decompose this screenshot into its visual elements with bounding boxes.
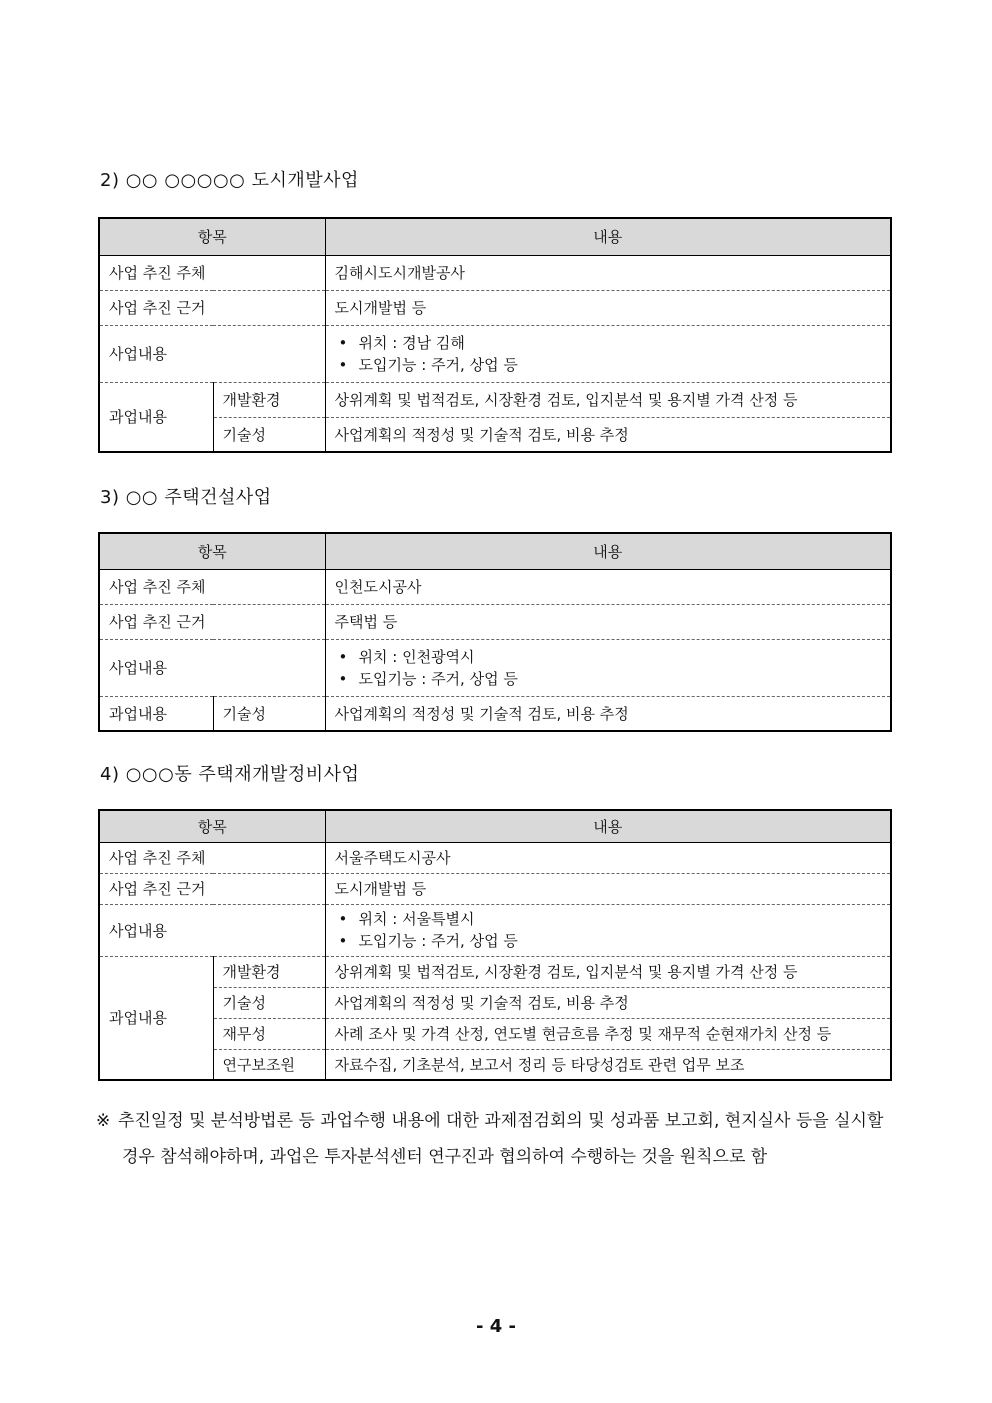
row-label: 사업내용: [99, 325, 325, 382]
header-content: 내용: [325, 533, 891, 569]
task-name: 기술성: [213, 987, 325, 1018]
bullet-list: [325, 325, 891, 382]
footnote-line-1: 추진일정 및 분석방법론 등 과업수행 내용에 대한 과제점검회의 및 성과품 보고회, 현지실사 등을 실시할: [118, 1111, 884, 1131]
task-desc: 상위계획 및 법적검토, 시장환경 검토, 입지분석 및 용지별 가격 산정 등: [325, 382, 891, 417]
task-name: 기술성: [213, 696, 325, 731]
bullet-item: • 위치 : 서울특별시: [335, 908, 881, 930]
section-4-table: [98, 809, 892, 1081]
bullet-item: • 위치 : 경남 김해: [335, 332, 881, 354]
header-content: 내용: [325, 218, 891, 255]
task-desc: 사례 조사 및 가격 산정, 연도별 현금흐름 추정 및 재무적 순현재가치 산정 등: [325, 1018, 891, 1049]
header-item: 항목: [99, 218, 325, 255]
task-desc: 자료수집, 기초분석, 보고서 정리 등 타당성검토 관련 업무 보조: [325, 1049, 891, 1080]
task-desc: 사업계획의 적정성 및 기술적 검토, 비용 추정: [325, 696, 891, 731]
task-name: 재무성: [213, 1018, 325, 1049]
row-label: 사업 추진 근거: [99, 290, 325, 325]
row-label: 사업 추진 근거: [99, 873, 325, 904]
reference-mark: ※: [96, 1111, 111, 1131]
row-label: 사업 추진 주체: [99, 842, 325, 873]
header-item: 항목: [99, 533, 325, 569]
section-2-table: [98, 217, 892, 453]
task-desc: 사업계획의 적정성 및 기술적 검토, 비용 추정: [325, 417, 891, 452]
task-desc: 사업계획의 적정성 및 기술적 검토, 비용 추정: [325, 987, 891, 1018]
row-value: 서울주택도시공사: [325, 842, 891, 873]
header-content: 내용: [325, 810, 891, 842]
section-4-title: 4) ○○○동 주택재개발정비사업: [100, 764, 360, 785]
row-label: 사업 추진 주체: [99, 569, 325, 604]
bullet-item: • 도입기능 : 주거, 상업 등: [335, 930, 881, 952]
task-group-label: 과업내용: [99, 382, 213, 452]
task-group-label: 과업내용: [99, 956, 213, 1080]
task-name: 기술성: [213, 417, 325, 452]
bullet-item: • 도입기능 : 주거, 상업 등: [335, 668, 881, 690]
bullet-item: • 도입기능 : 주거, 상업 등: [335, 354, 881, 376]
page-number: - 4 -: [476, 1316, 516, 1337]
section-2-title: 2) ○○ ○○○○○ 도시개발사업: [100, 170, 359, 191]
row-value: 김해시도시개발공사: [325, 255, 891, 290]
row-value: 인천도시공사: [325, 569, 891, 604]
section-3-title: 3) ○○ 주택건설사업: [100, 487, 272, 508]
row-label: 사업내용: [99, 639, 325, 696]
task-desc: 상위계획 및 법적검토, 시장환경 검토, 입지분석 및 용지별 가격 산정 등: [325, 956, 891, 987]
row-value: 주택법 등: [325, 604, 891, 639]
task-name: 개발환경: [213, 382, 325, 417]
header-item: 항목: [99, 810, 325, 842]
row-label: 사업 추진 근거: [99, 604, 325, 639]
bullet-list: [325, 904, 891, 956]
task-group-label: 과업내용: [99, 696, 213, 731]
task-name: 개발환경: [213, 956, 325, 987]
footnote: [96, 1103, 901, 1175]
footnote-line-2: 경우 참석해야하며, 과업은 투자분석센터 연구진과 협의하여 수행하는 것을 원칙으로 함: [122, 1147, 768, 1167]
task-name: 연구보조원: [213, 1049, 325, 1080]
section-3-table: [98, 532, 892, 732]
row-label: 사업내용: [99, 904, 325, 956]
bullet-item: • 위치 : 인천광역시: [335, 646, 881, 668]
row-value: 도시개발법 등: [325, 290, 891, 325]
row-label: 사업 추진 주체: [99, 255, 325, 290]
bullet-list: [325, 639, 891, 696]
row-value: 도시개발법 등: [325, 873, 891, 904]
